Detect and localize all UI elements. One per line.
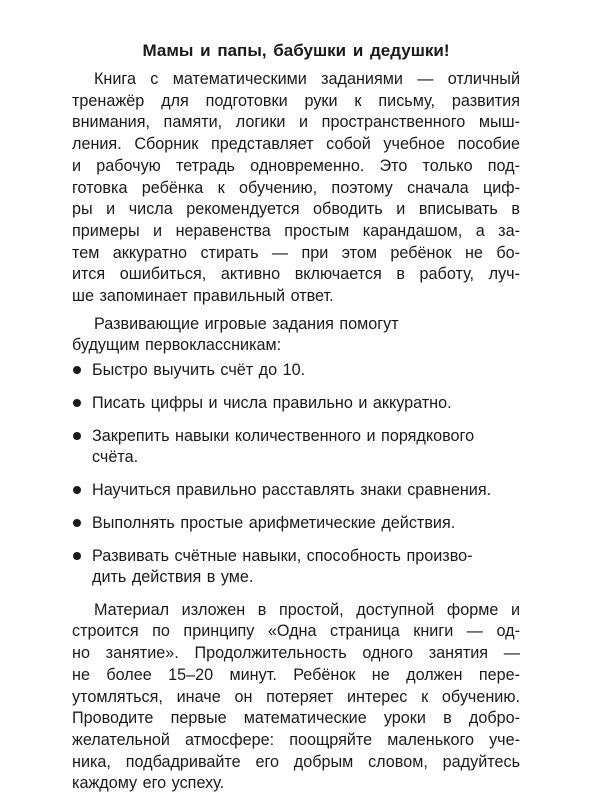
bullet-text: счёта. [92,447,139,466]
bullet-text: Научиться правильно расставлять знаки сравнения. [92,480,492,499]
bullet-item [72,546,520,588]
bullet-item [72,360,520,381]
paragraph-closing [72,600,520,795]
text-line: ника, подбадривайте его добрым словом, радуйтесь [72,752,520,771]
bullet-text: дить действия в уме. [92,567,254,586]
text-line: тренажёр для подготовки руки к письму, развития [72,91,520,110]
text-line: Проводите первые математические уроки в добро- [72,709,520,728]
text-line: желательной атмосфере: поощряйте маленького уче- [72,730,520,749]
bullet-dot-icon [73,552,81,560]
bullet-list [72,360,520,588]
text-line: Материал изложен в простой, доступной форме и [94,600,520,619]
bullet-text: Развивать счётные навыки, способность произво- [92,546,473,565]
bullets-intro [72,314,520,356]
text-line: не более 15–20 минут. Ребёнок не должен пере- [72,665,520,684]
text-line: будущим первоклассникам: [72,335,282,354]
page-title: Мамы и папы, бабушки и дедушки! [142,41,450,60]
text-line: ры и числа рекомендуется обводить и вписывать в [72,200,520,219]
document-page [72,40,520,795]
bullet-text: Быстро выучить счёт до 10. [92,360,306,379]
bullet-item [72,393,520,414]
text-line: и рабочую тетрадь одновременно. Это только под- [72,156,520,175]
paragraph-intro [72,69,520,308]
text-line: примеры и неравенства простым карандашом, а за- [72,221,520,240]
bullet-dot-icon [73,432,81,440]
text-line: ится ошибиться, активно включается в работу, луч- [72,265,520,284]
text-line: утомляться, иначе он потеряет интерес к обучению. [72,687,520,706]
text-line: Книга с математическими заданиями — отличный [94,70,520,88]
text-line: тем аккуратно стирать — при этом ребёнок не бо- [72,243,520,262]
text-line: строится по принципу «Одна страница книги — од- [72,622,520,641]
text-line: внимания, памяти, логики и пространственного мыш- [72,113,520,132]
text-line: готовка ребёнка к обучению, поэтому сначала циф- [72,178,520,197]
text-line: каждому его успеху. [72,774,225,793]
bullet-text: Выполнять простые арифметические действия. [92,513,456,532]
bullet-text: Писать цифры и числа правильно и аккуратно. [92,393,452,412]
bullet-dot-icon [73,399,81,407]
text-line: ления. Сборник представляет собой учебное пособие [72,135,520,154]
bullet-dot-icon [73,366,81,374]
bullet-dot-icon [73,519,81,527]
bullet-item [72,426,520,468]
bullet-item [72,513,520,534]
bullet-item [72,480,520,501]
text-line: но занятие». Продолжительность одного занятия — [72,644,520,663]
bullet-text: Закрепить навыки количественного и порядкового [92,426,475,445]
text-line: ше запоминает правильный ответ. [72,287,334,306]
text-line: Развивающие игровые задания помогут [94,314,399,333]
bullet-dot-icon [73,486,81,494]
